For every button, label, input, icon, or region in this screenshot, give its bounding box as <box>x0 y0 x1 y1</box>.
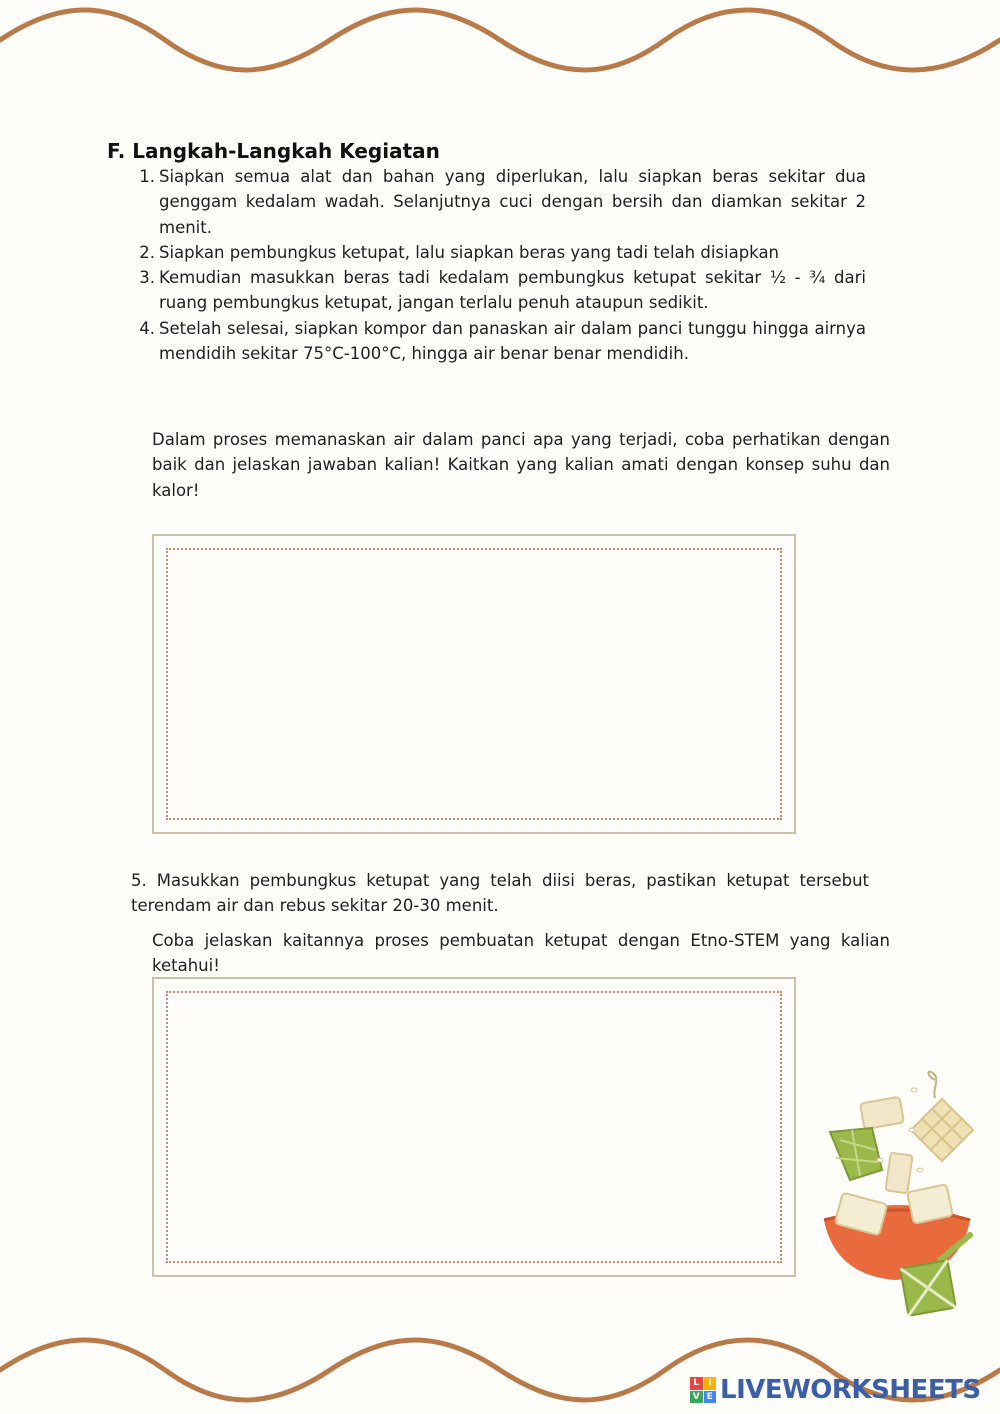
step-number: 1. <box>139 167 155 186</box>
step-text: Siapkan semua alat dan bahan yang diperlukan, lalu siapkan beras sekitar dua genggam kedalam wadah. Selanjutnya cuci dengan bersih dan diamkan sekitar 2 menit. <box>159 167 866 237</box>
list-item <box>131 316 866 367</box>
answer-box-2[interactable] <box>152 977 796 1277</box>
step-number: 4. <box>139 318 155 338</box>
step-number: 3. <box>139 268 155 288</box>
list-item <box>131 164 866 240</box>
step-number: 2. <box>139 242 155 262</box>
steps-list <box>131 164 866 366</box>
liveworksheets-logo <box>690 1374 981 1406</box>
answer-input-1[interactable] <box>172 554 780 818</box>
brand-badge-icon <box>690 1377 716 1403</box>
step-text: Siapkan pembungkus ketupat, lalu siapkan beras yang tadi telah disiapkan <box>159 242 780 262</box>
answer-input-2[interactable] <box>172 997 780 1261</box>
brand-name: LIVEWORKSHEETS <box>720 1375 981 1405</box>
question-1: Dalam proses memanaskan air dalam panci apa yang terjadi, coba perhatikan dengan baik dan jelaskan jawaban kalian! Kaitkan yang kalian amati dengan konsep suhu dan kalor! <box>152 430 890 500</box>
step-text: Kemudian masukkan beras tadi kedalam pembungkus ketupat sekitar ½ - ¾ dari ruang pembungkus ketupat, jangan terlalu penuh ataupun sedikit. <box>159 268 866 313</box>
top-wave-border <box>0 0 1000 90</box>
badge-letter: E <box>704 1391 717 1404</box>
badge-letter: I <box>704 1377 717 1390</box>
badge-letter: V <box>690 1391 703 1404</box>
list-item <box>131 265 866 316</box>
step-5: 5. Masukkan pembungkus ketupat yang telah diisi beras, pastikan ketupat tersebut terendam air dan rebus sekitar 20-30 menit. <box>131 871 869 916</box>
step-text: Setelah selesai, siapkan kompor dan panaskan air dalam panci tunggu hingga airnya mendidih sekitar 75°C-100°C, hingga air benar benar mendidih. <box>159 318 866 364</box>
answer-box-1[interactable] <box>152 534 796 834</box>
list-item <box>131 240 866 265</box>
question-2: Coba jelaskan kaitannya proses pembuatan ketupat dengan Etno-STEM yang kalian ketahui! <box>152 931 890 976</box>
section-title: F. Langkah-Langkah Kegiatan <box>107 139 440 163</box>
badge-letter: L <box>690 1377 703 1390</box>
ketupat-illustration <box>820 1070 980 1320</box>
